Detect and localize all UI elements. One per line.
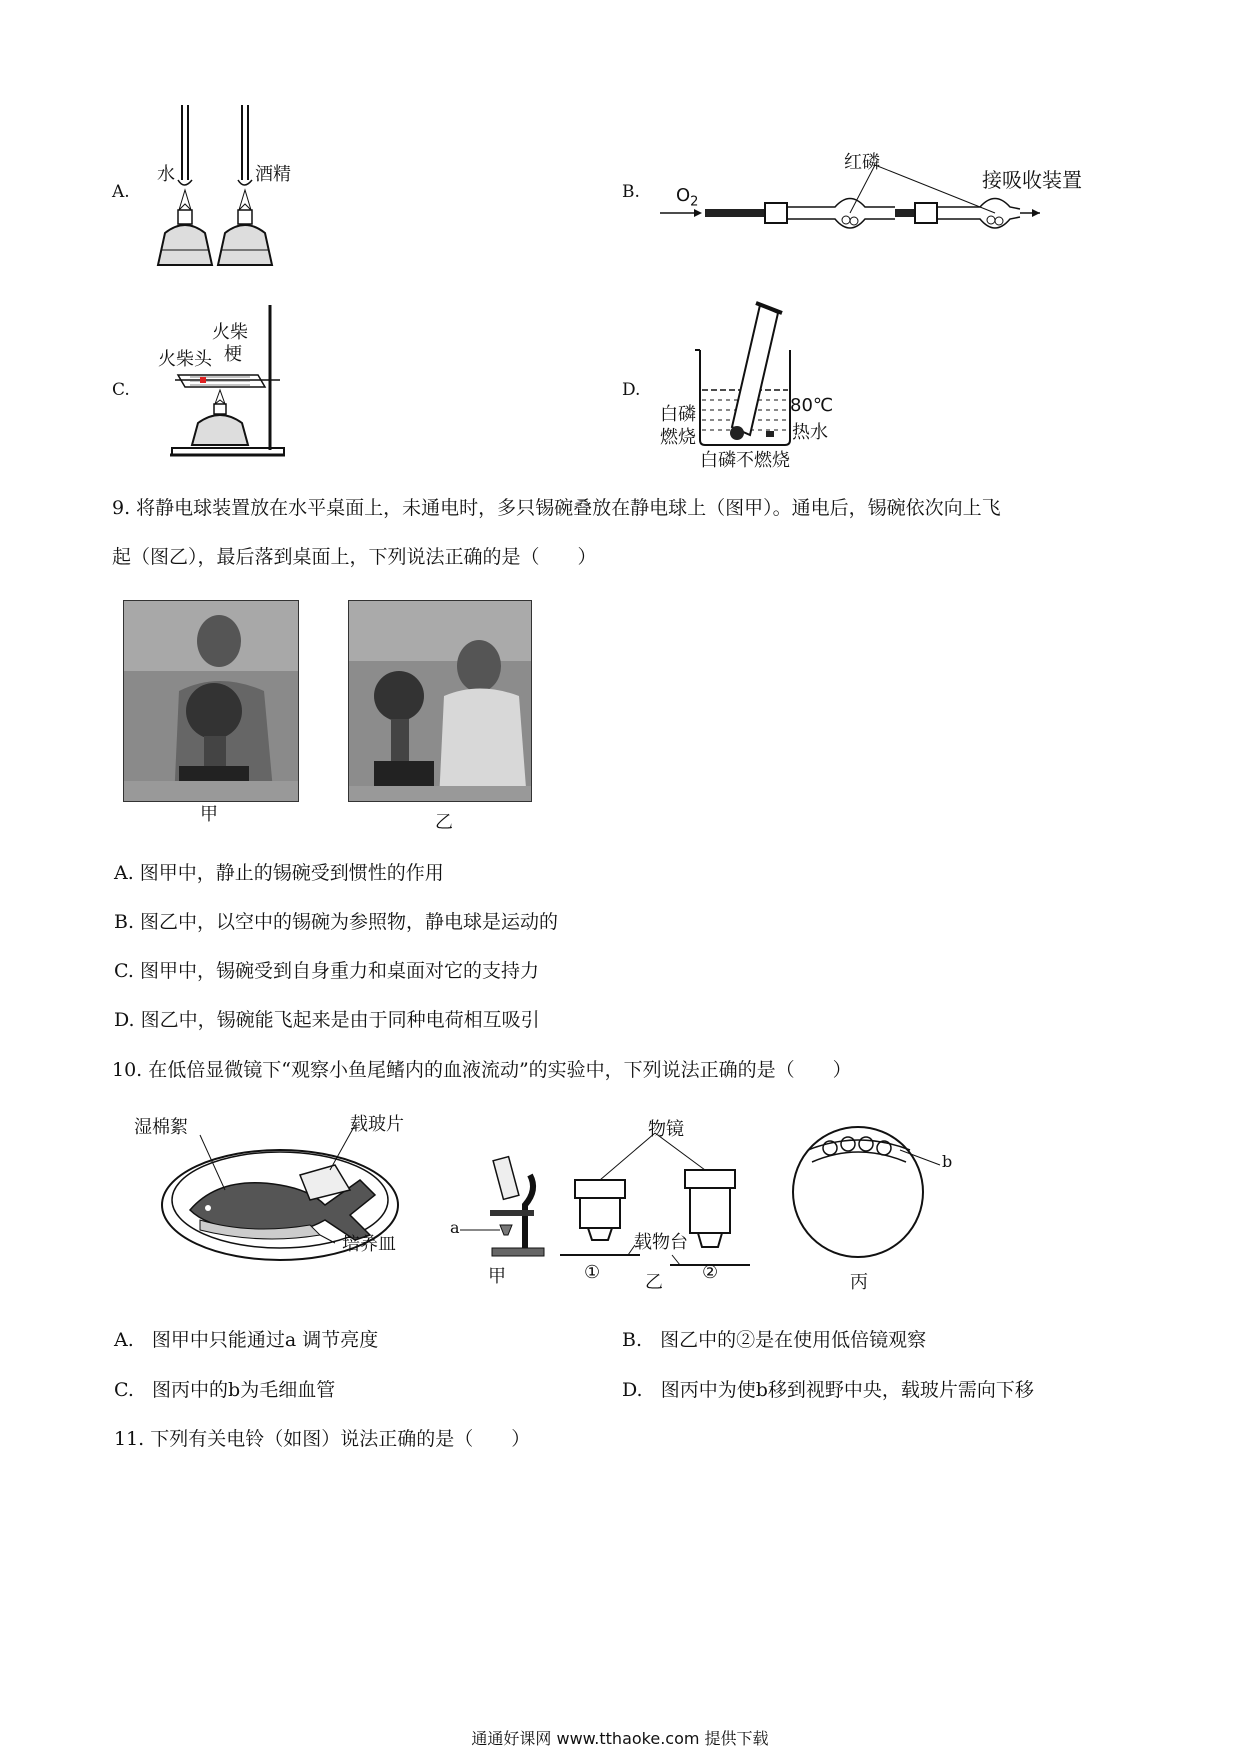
q10-option-b: B. 图乙中的②是在使用低倍镜观察 bbox=[622, 1329, 927, 1351]
label-water: 水 bbox=[157, 164, 175, 185]
label-hot-water: 热水 bbox=[792, 422, 828, 443]
label-dish: 培养皿 bbox=[342, 1234, 396, 1255]
q9-option-d: D. 图乙中，锡碗能飞起来是由于同种电荷相互吸引 bbox=[114, 1009, 540, 1031]
label-stage: 载物台 bbox=[634, 1232, 688, 1253]
q10-option-a: A. 图甲中只能通过a 调节亮度 bbox=[114, 1329, 379, 1351]
q9-option-b: B. 图乙中，以空中的锡碗为参照物，静电球是运动的 bbox=[114, 911, 559, 933]
label-a: a bbox=[450, 1218, 460, 1237]
label-match-head: 火柴头 bbox=[158, 349, 212, 370]
caption-jia: 甲 bbox=[200, 804, 218, 825]
label-alcohol: 酒精 bbox=[255, 164, 291, 185]
label-o2: $O_2$ bbox=[676, 185, 699, 210]
caption-yi: 乙 bbox=[435, 812, 453, 833]
label-red-phosphorus: 红磷 bbox=[844, 152, 880, 173]
label-circle-1: ① bbox=[584, 1262, 601, 1283]
label-bing: 丙 bbox=[850, 1272, 868, 1293]
label-absorber: 接吸收装置 bbox=[982, 168, 1082, 192]
field-of-view-figure bbox=[790, 1120, 953, 1270]
label-white-p-burn-2: 燃烧 bbox=[660, 427, 696, 448]
page-footer: 通通好课网 www.tthaoke.com 提供下载 bbox=[471, 1729, 769, 1748]
photo-yi bbox=[348, 600, 532, 802]
label-match-stick-2: 梗 bbox=[224, 344, 242, 365]
label-jia-10: 甲 bbox=[488, 1266, 506, 1287]
q9-option-a: A. 图甲中，静止的锡碗受到惯性的作用 bbox=[114, 862, 444, 884]
q9-stem-line1: 9. 将静电球装置放在水平桌面上，未通电时，多只锡碗叠放在静电球上（图甲）。通电后，锡碗依次向上飞 bbox=[112, 497, 1001, 519]
microscope-figure bbox=[470, 1150, 550, 1260]
label-b: b bbox=[942, 1152, 953, 1171]
label-objective: 物镜 bbox=[648, 1119, 684, 1140]
alcohol-lamp-figure bbox=[150, 105, 300, 275]
option-letter: C. bbox=[112, 380, 130, 400]
q10-option-d: D. 图丙中为使b移到视野中央，载玻片需向下移 bbox=[622, 1379, 1034, 1401]
q11-stem: 11. 下列有关电铃（如图）说法正确的是（ ） bbox=[114, 1428, 531, 1450]
label-temperature: 80℃ bbox=[790, 395, 834, 416]
photo-jia bbox=[123, 600, 299, 802]
q10-option-c: C. 图丙中的b为毛细血管 bbox=[114, 1379, 336, 1401]
label-circle-2: ② bbox=[702, 1262, 719, 1283]
option-letter: B. bbox=[622, 182, 640, 202]
option-letter: A. bbox=[112, 182, 130, 202]
q9-stem-line2: 起（图乙），最后落到桌面上，下列说法正确的是（ ） bbox=[112, 546, 597, 568]
label-white-p-noburn: 白磷不燃烧 bbox=[700, 450, 790, 471]
label-white-p-burn-1: 白磷 bbox=[660, 404, 696, 425]
option-letter: D. bbox=[622, 380, 641, 400]
label-slide: 载玻片 bbox=[350, 1114, 404, 1135]
label-match-stick-1: 火柴 bbox=[212, 322, 248, 343]
q9-option-c: C. 图甲中，锡碗受到自身重力和桌面对它的支持力 bbox=[114, 960, 539, 982]
q10-stem: 10. 在低倍显微镜下“观察小鱼尾鳍内的血液流动”的实验中，下列说法正确的是（ ） bbox=[112, 1059, 852, 1081]
label-yi-10: 乙 bbox=[645, 1272, 663, 1293]
label-wet-cotton: 湿棉絮 bbox=[134, 1117, 188, 1138]
